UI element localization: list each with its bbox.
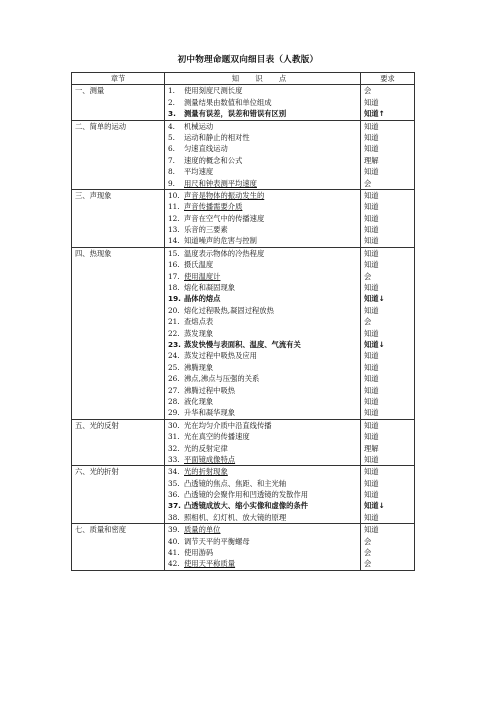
item-text: 沸点,沸点与压强的关系 (184, 374, 260, 384)
requirement-value: 知道 (364, 97, 379, 107)
knowledge-point (168, 293, 357, 304)
requirement-value: 知道 (364, 432, 379, 442)
item-number: 17. (168, 271, 180, 281)
knowledge-cell (165, 120, 361, 189)
knowledge-point (168, 305, 357, 316)
item-number: 22. (168, 328, 180, 338)
knowledge-point (168, 396, 357, 407)
knowledge-point (168, 316, 357, 327)
table-row (72, 247, 415, 419)
requirement-value: 知道 (364, 225, 379, 235)
item-text: 沸腾现象 (184, 362, 214, 372)
requirement-value: 理解 (364, 443, 379, 453)
item-number: 6. (168, 144, 175, 154)
chapter-cell: 六、光的折射 (72, 466, 165, 524)
chapter-cell: 七、质量和密度 (72, 524, 165, 571)
item-number: 14. (168, 236, 180, 246)
requirement-value: 会 (364, 559, 372, 569)
item-text: 平面镜成像特点 (184, 454, 236, 464)
requirement-value: 知道 (364, 202, 379, 212)
item-text: 蒸发过程中吸热及应用 (184, 351, 257, 361)
chapter-cell: 五、光的反射 (72, 419, 165, 466)
requirement-value: 会 (364, 317, 372, 327)
item-text: 声音在空气中的传播速度 (184, 213, 265, 223)
item-text: 运动和静止的相对性 (184, 132, 250, 142)
requirement-value: 知道 (364, 408, 379, 418)
knowledge-point (168, 500, 357, 511)
knowledge-point (168, 443, 357, 454)
item-number: 38. (168, 512, 180, 522)
knowledge-cell (165, 247, 361, 419)
item-text: 蒸发快慢与表面积、温度、气流有关 (184, 340, 301, 349)
item-text: 光在真空的传播速度 (184, 432, 250, 442)
document-title: 初中物理命题双向细目表（人教版） (177, 55, 319, 65)
requirement-value: 知道 (364, 512, 379, 522)
chapter-cell: 三、声现象 (72, 189, 165, 247)
knowledge-point (168, 478, 357, 489)
header-chapter: 章节 (72, 73, 165, 85)
knowledge-point (168, 201, 357, 212)
knowledge-point (168, 213, 357, 224)
requirement-value: 会 (364, 271, 372, 281)
knowledge-point (168, 271, 357, 282)
requirement-value: 知道↓ (364, 340, 385, 349)
chapter-cell: 四、热现象 (72, 247, 165, 419)
knowledge-point (168, 178, 357, 189)
requirement-cell (361, 247, 415, 419)
item-text: 摄氏温度 (184, 260, 214, 270)
item-text: 蒸发现象 (184, 328, 214, 338)
item-text: 用尺和钟表测平均速度 (184, 178, 257, 188)
knowledge-point (168, 155, 357, 166)
item-number: 37. (168, 501, 181, 511)
item-number: 32. (168, 443, 180, 453)
requirement-value: 知道 (364, 144, 379, 154)
requirement-value: 知道 (364, 396, 379, 406)
item-text: 温度表示物体的冷热程度 (184, 248, 265, 258)
knowledge-point (168, 431, 357, 442)
item-text: 升华和凝华现象 (184, 408, 236, 418)
table-row (72, 466, 415, 524)
requirement-value: 知道 (364, 248, 379, 258)
item-number: 41. (168, 548, 180, 558)
item-number: 33. (168, 454, 180, 464)
item-number: 24. (168, 351, 180, 361)
item-text: 光的折射现象 (184, 467, 228, 477)
item-text: 光的反射定律 (184, 443, 228, 453)
requirement-value: 知道 (364, 374, 379, 384)
knowledge-cell (165, 189, 361, 247)
knowledge-point (168, 524, 357, 535)
item-number: 11. (168, 202, 180, 212)
item-number: 23. (168, 340, 181, 349)
item-text: 质量的单位 (184, 525, 221, 535)
item-text: 使用游码 (184, 548, 214, 558)
knowledge-cell (165, 466, 361, 524)
item-text: 使用刻度尺测长度 (184, 86, 243, 96)
item-text: 知道噪声的危害与控制 (184, 236, 257, 246)
requirement-value: 知道 (364, 283, 379, 293)
table-row (72, 120, 415, 189)
knowledge-point (168, 385, 357, 396)
knowledge-point (168, 373, 357, 384)
knowledge-point (168, 420, 357, 431)
requirement-cell (361, 120, 415, 189)
requirement-value: 知道↓ (364, 501, 385, 511)
item-number: 2. (168, 97, 175, 107)
requirement-cell (361, 466, 415, 524)
item-number: 1. (168, 86, 175, 96)
knowledge-point (168, 143, 357, 154)
item-text: 声音是物体的振动发生的 (184, 190, 265, 200)
item-text: 速度的概念和公式 (184, 155, 243, 165)
requirement-value: 知道 (364, 121, 379, 131)
knowledge-point (168, 190, 357, 201)
requirement-value: 理解 (364, 155, 379, 165)
knowledge-point (168, 282, 357, 293)
requirement-value: 知道 (364, 420, 379, 430)
table-header-row (72, 73, 415, 85)
item-text: 凸透镜的会聚作用和凹透镜的发散作用 (184, 490, 309, 500)
requirement-value: 会 (364, 548, 372, 558)
item-number: 40. (168, 536, 180, 546)
chapter-cell: 二、简单的运动 (72, 120, 165, 189)
requirement-cell (361, 189, 415, 247)
item-number: 7. (168, 155, 175, 165)
item-number: 36. (168, 490, 180, 500)
item-number: 4. (168, 121, 175, 131)
requirement-value: 知道 (364, 260, 379, 270)
item-text: 测量结果由数值和单位组成 (184, 97, 272, 107)
requirement-value: 知道 (364, 351, 379, 361)
knowledge-cell (165, 524, 361, 571)
item-text: 使用天平称质量 (184, 559, 236, 569)
item-number: 35. (168, 478, 180, 488)
item-text: 照相机、幻灯机、放大镜的原理 (184, 512, 287, 522)
knowledge-point (168, 466, 357, 477)
knowledge-point (168, 328, 357, 339)
item-text: 凸透镜成放大、缩小实像和虚像的条件 (184, 501, 309, 511)
knowledge-point (168, 512, 357, 523)
item-text: 凸透镜的焦点、焦距、和主光轴 (184, 478, 287, 488)
knowledge-point (168, 97, 357, 108)
knowledge-point (168, 362, 357, 373)
requirement-value: 会 (364, 536, 372, 546)
item-text: 熔化过程吸热,凝固过程放热 (184, 305, 274, 315)
table-row (72, 524, 415, 571)
item-number: 9. (168, 178, 175, 188)
knowledge-point (168, 85, 357, 96)
item-number: 28. (168, 396, 180, 406)
item-number: 26. (168, 374, 180, 384)
knowledge-point (168, 489, 357, 500)
requirement-value: 知道 (364, 478, 379, 488)
requirement-value: 知道 (364, 467, 379, 477)
syllabus-table (71, 72, 415, 571)
requirement-cell (361, 419, 415, 466)
knowledge-point (168, 248, 357, 259)
requirement-value: 会 (364, 86, 372, 96)
table-row (72, 85, 415, 120)
requirement-value: 知道 (364, 305, 379, 315)
table-row (72, 189, 415, 247)
item-text: 沸腾过程中吸热 (184, 385, 236, 395)
item-text: 调节天平的平衡螺母 (184, 536, 250, 546)
item-number: 42. (168, 559, 180, 569)
knowledge-cell (165, 85, 361, 120)
item-number: 25. (168, 362, 180, 372)
requirement-value: 知道 (364, 213, 379, 223)
item-number: 18. (168, 283, 180, 293)
item-text: 查熔点表 (184, 317, 214, 327)
item-text: 熔化和凝固现象 (184, 283, 236, 293)
knowledge-point (168, 121, 357, 132)
requirement-value: 知道 (364, 490, 379, 500)
item-text: 光在均匀介质中沿直线传播 (184, 420, 272, 430)
item-number: 3. (168, 109, 176, 119)
requirement-value: 知道 (364, 236, 379, 246)
requirement-cell (361, 524, 415, 571)
requirement-value: 知道↑ (364, 109, 385, 119)
item-number: 29. (168, 408, 180, 418)
requirement-value: 知道 (364, 167, 379, 177)
item-text: 机械运动 (184, 121, 214, 131)
table-row (72, 419, 415, 466)
requirement-value: 知道 (364, 385, 379, 395)
requirement-value: 知道 (364, 525, 379, 535)
knowledge-point (168, 108, 357, 119)
item-number: 21. (168, 317, 180, 327)
item-number: 13. (168, 225, 180, 235)
requirement-value: 知道↓ (364, 294, 385, 304)
item-number: 34. (168, 467, 180, 477)
knowledge-point (168, 454, 357, 465)
item-number: 12. (168, 213, 180, 223)
chapter-cell: 一、测量 (72, 85, 165, 120)
item-number: 10. (168, 190, 180, 200)
item-text: 匀速直线运动 (184, 144, 228, 154)
item-number: 39. (168, 525, 180, 535)
item-number: 16. (168, 260, 180, 270)
item-number: 31. (168, 432, 180, 442)
item-number: 15. (168, 248, 180, 258)
knowledge-point (168, 166, 357, 177)
knowledge-point (168, 259, 357, 270)
knowledge-point (168, 350, 357, 361)
requirement-value: 知道 (364, 328, 379, 338)
requirement-cell (361, 85, 415, 120)
item-text: 乐音的三要素 (184, 225, 228, 235)
knowledge-point (168, 235, 357, 246)
item-text: 声音传播需要介质 (184, 202, 243, 212)
requirement-value: 知道 (364, 362, 379, 372)
knowledge-point (168, 558, 357, 569)
requirement-value: 知道 (364, 132, 379, 142)
requirement-value: 知道 (364, 190, 379, 200)
header-requirement: 要求 (361, 73, 415, 85)
requirement-value: 知道 (364, 454, 379, 464)
item-number: 20. (168, 305, 180, 315)
header-knowledge: 知 识 点 (165, 73, 361, 85)
item-text: 测量有误差，误差和错误有区别 (184, 109, 287, 119)
item-number: 27. (168, 385, 180, 395)
item-number: 19. (168, 294, 181, 304)
item-text: 液化现象 (184, 396, 214, 406)
item-number: 5. (168, 132, 175, 142)
knowledge-point (168, 224, 357, 235)
item-number: 30. (168, 420, 180, 430)
knowledge-cell (165, 419, 361, 466)
knowledge-point (168, 536, 357, 547)
knowledge-point (168, 407, 357, 418)
item-text: 晶体的熔点 (184, 294, 221, 304)
knowledge-point (168, 547, 357, 558)
knowledge-point (168, 339, 357, 350)
knowledge-point (168, 132, 357, 143)
item-text: 使用温度计 (184, 271, 221, 281)
item-text: 平均速度 (184, 167, 214, 177)
requirement-value: 会 (364, 178, 372, 188)
item-number: 8. (168, 167, 175, 177)
